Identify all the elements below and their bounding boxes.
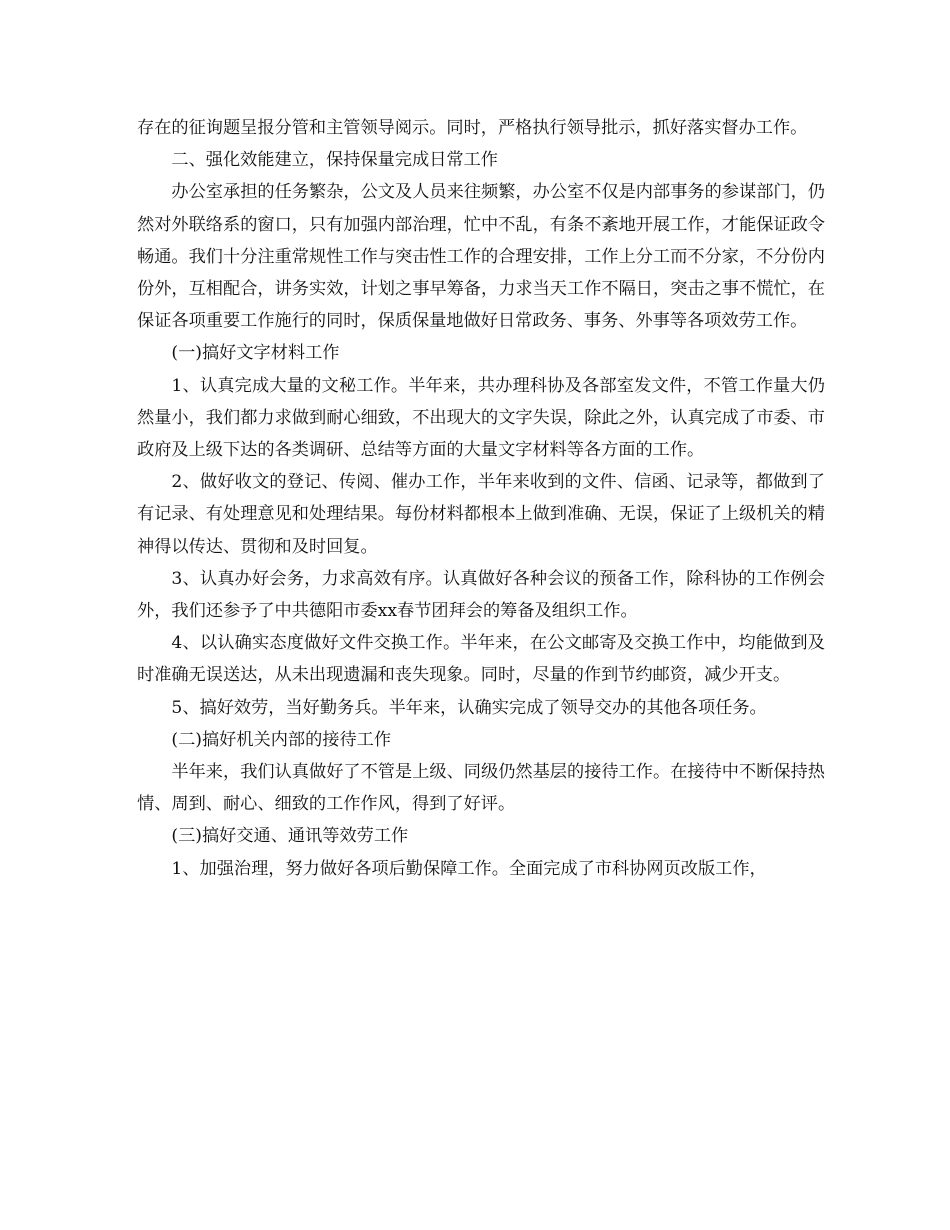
list-item-2: 2、做好收文的登记、传阅、催办工作，半年来收到的文件、信函、记录等，都做到了有记录、有处理意见和处理结果。每份材料都根本上做到准确、无误，保证了上级机关的精神得以传达、贯彻和及时回复。 (137, 472, 825, 557)
list-item-logistics-1: 1、加强治理，努力做好各项后勤保障工作。全面完成了市科协网页改版工作， (171, 858, 767, 879)
document-body (137, 112, 825, 885)
list-item-1: 1、认真完成大量的文秘工作。半年来，共办理科协及各部室发文件，不管工作量大仍然量小，我们都力求做到耐心细致，不出现大的文字失误，除此之外，认真完成了市委、市政府及上级下达的各类调研、总结等方面的大量文字材料等各方面的工作。 (137, 375, 825, 461)
heading-section-two: 二、强化效能建立，保持保量完成日常工作 (171, 150, 498, 171)
list-item-5: 5、搞好效劳，当好勤务兵。半年来，认确实完成了领导交办的其他各项任务。 (171, 697, 767, 718)
paragraph-office-duties: 办公室承担的任务繁杂，公文及人员来往频繁，办公室不仅是内部事务的参谋部门，仍然对外联络系的窗口，只有加强内部治理，忙中不乱，有条不紊地开展工作，才能保证政令畅通。我们十分注重常规性工作与突击性工作的合理安排，工作上分工而不分家，不分份内份外，互相配合，讲务实效，计划之事早筹备，力求当天工作不隔日，突击之事不慌忙，在保证各项重要工作施行的同时，保质保量地做好日常政务、事务、外事等各项效劳工作。 (137, 182, 825, 332)
list-item-3: 3、认真办好会务，力求高效有序。认真做好各种会议的预备工作，除科协的工作例会外，我们还参予了中共德阳市委xx春节团拜会的筹备及组织工作。 (137, 568, 825, 622)
heading-subsection-two: (二)搞好机关内部的接待工作 (171, 729, 392, 750)
paragraph-supervision: 存在的征询题呈报分管和主管领导阅示。同时，严格执行领导批示，抓好落实督办工作。 (137, 118, 808, 138)
paragraph-reception: 半年来，我们认真做好了不管是上级、同级仍然基层的接待工作。在接待中不断保持热情、周到、耐心、细致的工作作风，得到了好评。 (137, 762, 825, 815)
heading-subsection-one: (一)搞好文字材料工作 (171, 343, 340, 364)
heading-subsection-three: (三)搞好交通、通讯等效劳工作 (171, 826, 409, 847)
list-item-4: 4、以认确实态度做好文件交换工作。半年来，在公文邮寄及交换工作中，均能做到及时准确无误送达，从未出现遗漏和丧失现象。同时，尽量的作到节约邮资，减少开支。 (137, 633, 825, 686)
